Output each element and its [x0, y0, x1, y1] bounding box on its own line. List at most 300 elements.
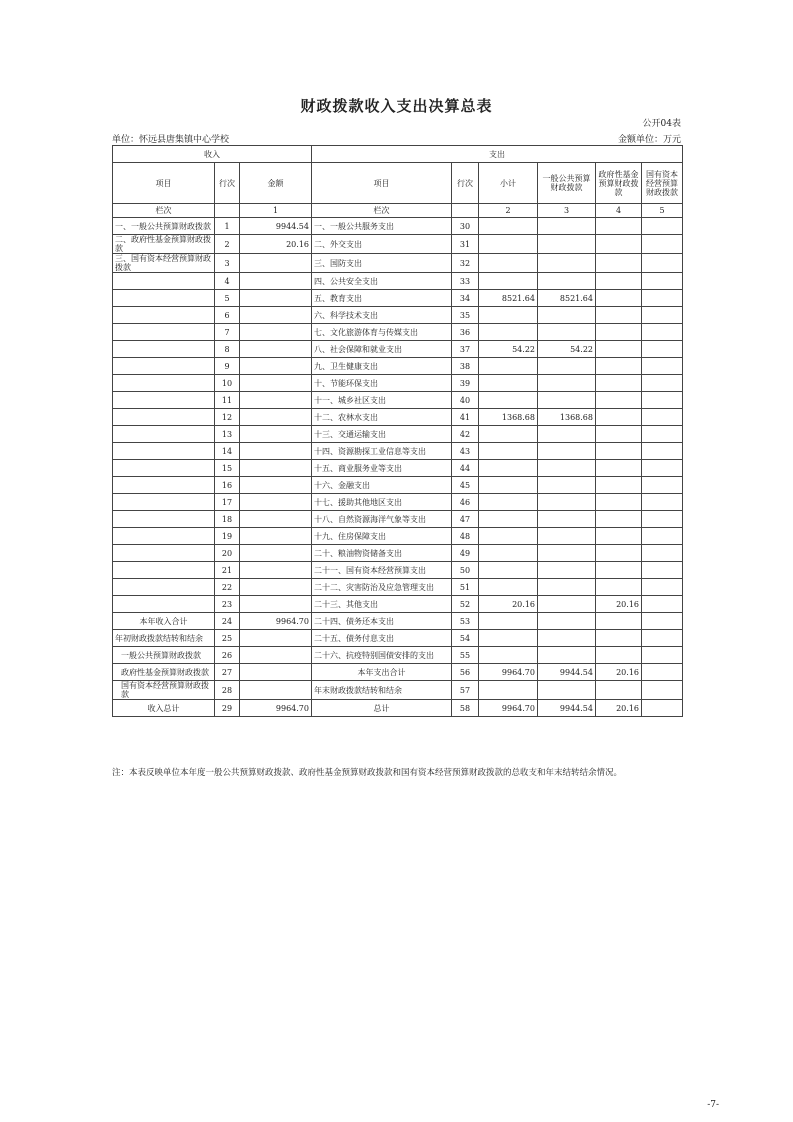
- state-capital-cell: [642, 324, 683, 341]
- gov-fund-cell: [596, 254, 642, 273]
- income-item-cell: [113, 511, 215, 528]
- subtotal-cell: [479, 443, 538, 460]
- table-row: [113, 307, 683, 324]
- income-amount-cell: [240, 392, 312, 409]
- expense-item-cell: 十九、住房保障支出: [312, 528, 452, 545]
- expense-item-cell: 五、教育支出: [312, 290, 452, 307]
- subtotal-cell: [479, 562, 538, 579]
- expense-item-cell: 九、卫生健康支出: [312, 358, 452, 375]
- state-capital-cell: [642, 681, 683, 700]
- income-amount-header: 金额: [240, 163, 312, 204]
- gov-fund-cell: 20.16: [596, 700, 642, 717]
- gov-fund-cell: [596, 218, 642, 235]
- expense-row-no-cell: 35: [452, 307, 479, 324]
- income-amount-cell: [240, 579, 312, 596]
- gov-fund-header: 政府性基金预算财政拨款: [596, 163, 642, 204]
- gov-fund-cell: [596, 443, 642, 460]
- table-row: [113, 218, 683, 235]
- income-row-no-cell: 15: [215, 460, 240, 477]
- income-item-cell: [113, 273, 215, 290]
- general-budget-cell: [538, 307, 596, 324]
- general-budget-cell: [538, 443, 596, 460]
- expense-item-cell: 十、节能环保支出: [312, 375, 452, 392]
- table-row: [113, 681, 683, 700]
- col-blank: [452, 204, 479, 218]
- unit-label: 单位：怀远县唐集镇中心学校: [112, 135, 230, 145]
- income-item-cell: 一般公共预算财政拨款: [113, 647, 215, 664]
- general-budget-header: 一般公共预算财政拨款: [538, 163, 596, 204]
- income-item-cell: [113, 392, 215, 409]
- gov-fund-cell: 20.16: [596, 664, 642, 681]
- expense-item-cell: 三、国防支出: [312, 254, 452, 273]
- subtotal-cell: [479, 235, 538, 254]
- expense-row-no-cell: 31: [452, 235, 479, 254]
- expense-row-no-cell: 53: [452, 613, 479, 630]
- table-row: [113, 579, 683, 596]
- income-item-cell: 收入总计: [113, 700, 215, 717]
- state-capital-cell: [642, 630, 683, 647]
- subtotal-cell: [479, 477, 538, 494]
- income-item-cell: 国有资本经营预算财政拨款: [113, 681, 215, 700]
- expense-item-cell: 六、科学技术支出: [312, 307, 452, 324]
- state-capital-cell: [642, 596, 683, 613]
- income-row-no-cell: 13: [215, 426, 240, 443]
- general-budget-cell: [538, 235, 596, 254]
- state-capital-cell: [642, 562, 683, 579]
- header-row-group: [113, 146, 683, 163]
- gov-fund-cell: [596, 494, 642, 511]
- subtotal-cell: [479, 460, 538, 477]
- expense-row-no-cell: 36: [452, 324, 479, 341]
- subtotal-cell: 9964.70: [479, 664, 538, 681]
- general-budget-cell: [538, 511, 596, 528]
- income-amount-cell: [240, 545, 312, 562]
- expense-item-cell: 年末财政拨款结转和结余: [312, 681, 452, 700]
- subtotal-cell: [479, 545, 538, 562]
- subtotal-cell: 8521.64: [479, 290, 538, 307]
- income-item-cell: [113, 460, 215, 477]
- col-label: 栏次: [113, 204, 215, 218]
- table-row: [113, 460, 683, 477]
- income-amount-cell: [240, 307, 312, 324]
- table-row: [113, 443, 683, 460]
- subtotal-cell: [479, 647, 538, 664]
- state-capital-cell: [642, 511, 683, 528]
- state-capital-cell: [642, 647, 683, 664]
- state-capital-cell: [642, 700, 683, 717]
- gov-fund-cell: [596, 426, 642, 443]
- gov-fund-cell: [596, 511, 642, 528]
- budget-table: [112, 145, 683, 717]
- income-amount-cell: [240, 528, 312, 545]
- table-row: [113, 630, 683, 647]
- table-row: [113, 613, 683, 630]
- header-row: [113, 163, 683, 204]
- income-row-no-cell: 10: [215, 375, 240, 392]
- expense-row-no-cell: 51: [452, 579, 479, 596]
- expense-item-cell: 十五、商业服务业等支出: [312, 460, 452, 477]
- income-item-cell: [113, 596, 215, 613]
- table-row: [113, 494, 683, 511]
- table-row: [113, 477, 683, 494]
- income-row-no-cell: 17: [215, 494, 240, 511]
- income-amount-cell: 9964.70: [240, 613, 312, 630]
- expense-row-no-cell: 43: [452, 443, 479, 460]
- gov-fund-cell: [596, 562, 642, 579]
- gov-fund-cell: [596, 613, 642, 630]
- expense-row-no-cell: 42: [452, 426, 479, 443]
- income-row-no-cell: 18: [215, 511, 240, 528]
- state-capital-cell: [642, 545, 683, 562]
- table-row: [113, 426, 683, 443]
- table-row: [113, 511, 683, 528]
- expense-row-no-cell: 54: [452, 630, 479, 647]
- general-budget-cell: [538, 562, 596, 579]
- expense-row-no-cell: 58: [452, 700, 479, 717]
- gov-fund-cell: [596, 341, 642, 358]
- table-row: [113, 647, 683, 664]
- state-capital-cell: [642, 426, 683, 443]
- income-amount-cell: [240, 290, 312, 307]
- expense-item-cell: 十六、金融支出: [312, 477, 452, 494]
- general-budget-cell: [538, 375, 596, 392]
- gov-fund-cell: [596, 358, 642, 375]
- gov-fund-cell: [596, 579, 642, 596]
- general-budget-cell: [538, 254, 596, 273]
- table-row: [113, 596, 683, 613]
- expense-item-cell: 二十五、债务付息支出: [312, 630, 452, 647]
- expense-item-cell: 二十一、国有资本经营预算支出: [312, 562, 452, 579]
- table-row: [113, 273, 683, 290]
- subtotal-cell: [479, 307, 538, 324]
- col-4: 4: [596, 204, 642, 218]
- table-row: [113, 235, 683, 254]
- gov-fund-cell: [596, 647, 642, 664]
- expense-row-no-cell: 44: [452, 460, 479, 477]
- general-budget-cell: [538, 579, 596, 596]
- subtotal-cell: [479, 392, 538, 409]
- general-budget-cell: 1368.68: [538, 409, 596, 426]
- expense-item-cell: 十四、资源勘探工业信息等支出: [312, 443, 452, 460]
- income-row-no-cell: 21: [215, 562, 240, 579]
- gov-fund-cell: [596, 545, 642, 562]
- gov-fund-cell: [596, 630, 642, 647]
- subtotal-cell: [479, 218, 538, 235]
- subtotal-cell: [479, 579, 538, 596]
- income-item-cell: 本年收入合计: [113, 613, 215, 630]
- expense-row-no-cell: 56: [452, 664, 479, 681]
- expense-item-cell: 二十、粮油物资储备支出: [312, 545, 452, 562]
- gov-fund-cell: [596, 681, 642, 700]
- income-amount-cell: [240, 460, 312, 477]
- income-item-cell: 三、国有资本经营预算财政拨款: [113, 254, 215, 273]
- income-item-cell: [113, 307, 215, 324]
- expense-header: 支出: [312, 146, 683, 163]
- income-row-no-cell: 28: [215, 681, 240, 700]
- income-header: 收入: [113, 146, 312, 163]
- table-row: [113, 409, 683, 426]
- gov-fund-cell: [596, 409, 642, 426]
- table-row: [113, 700, 683, 717]
- state-capital-cell: [642, 254, 683, 273]
- gov-fund-cell: [596, 477, 642, 494]
- expense-item-cell: 一、一般公共服务支出: [312, 218, 452, 235]
- general-budget-cell: 9944.54: [538, 700, 596, 717]
- income-item-cell: [113, 290, 215, 307]
- subtotal-cell: 54.22: [479, 341, 538, 358]
- general-budget-cell: [538, 218, 596, 235]
- state-capital-cell: [642, 409, 683, 426]
- gov-fund-cell: [596, 324, 642, 341]
- state-capital-cell: [642, 290, 683, 307]
- table-row: [113, 375, 683, 392]
- income-row-no-cell: 16: [215, 477, 240, 494]
- gov-fund-cell: [596, 273, 642, 290]
- income-row-no-cell: 11: [215, 392, 240, 409]
- gov-fund-cell: [596, 528, 642, 545]
- income-item-cell: [113, 562, 215, 579]
- income-amount-cell: [240, 375, 312, 392]
- subtotal-cell: [479, 273, 538, 290]
- expense-row-no-cell: 38: [452, 358, 479, 375]
- form-code: 公开04表: [642, 119, 681, 129]
- income-item-cell: [113, 358, 215, 375]
- income-item-cell: [113, 443, 215, 460]
- income-row-no-cell: 2: [215, 235, 240, 254]
- income-item-cell: 一、一般公共预算财政拨款: [113, 218, 215, 235]
- subtotal-cell: [479, 613, 538, 630]
- expense-row-no-cell: 48: [452, 528, 479, 545]
- general-budget-cell: [538, 681, 596, 700]
- subtotal-cell: 20.16: [479, 596, 538, 613]
- expense-row-no-cell: 37: [452, 341, 479, 358]
- state-capital-cell: [642, 235, 683, 254]
- gov-fund-cell: 20.16: [596, 596, 642, 613]
- gov-fund-cell: [596, 235, 642, 254]
- expense-row-no-cell: 46: [452, 494, 479, 511]
- table-row: [113, 290, 683, 307]
- state-capital-cell: [642, 528, 683, 545]
- expense-item-cell: 十三、交通运输支出: [312, 426, 452, 443]
- general-budget-cell: [538, 613, 596, 630]
- gov-fund-cell: [596, 375, 642, 392]
- income-amount-cell: [240, 647, 312, 664]
- income-item-header: 项目: [113, 163, 215, 204]
- state-capital-cell: [642, 218, 683, 235]
- income-row-no-cell: 7: [215, 324, 240, 341]
- income-amount-cell: [240, 511, 312, 528]
- income-item-cell: [113, 528, 215, 545]
- subtotal-cell: [479, 426, 538, 443]
- income-item-cell: [113, 426, 215, 443]
- general-budget-cell: 54.22: [538, 341, 596, 358]
- income-row-no-cell: 27: [215, 664, 240, 681]
- state-capital-cell: [642, 392, 683, 409]
- expense-item-cell: 八、社会保障和就业支出: [312, 341, 452, 358]
- subtotal-cell: [479, 358, 538, 375]
- state-capital-cell: [642, 613, 683, 630]
- expense-row-no-cell: 55: [452, 647, 479, 664]
- expense-item-cell: 七、文化旅游体育与传媒支出: [312, 324, 452, 341]
- state-capital-cell: [642, 375, 683, 392]
- state-capital-cell: [642, 341, 683, 358]
- general-budget-cell: [538, 392, 596, 409]
- subtotal-cell: [479, 494, 538, 511]
- income-item-cell: [113, 579, 215, 596]
- general-budget-cell: [538, 630, 596, 647]
- expense-row-no-cell: 57: [452, 681, 479, 700]
- expense-row-no-cell: 52: [452, 596, 479, 613]
- general-budget-cell: [538, 273, 596, 290]
- expense-row-no-cell: 32: [452, 254, 479, 273]
- income-item-cell: 年初财政拨款结转和结余: [113, 630, 215, 647]
- income-amount-cell: [240, 664, 312, 681]
- footnote: 注：本表反映单位本年度一般公共预算财政拨款、政府性基金预算财政拨款和国有资本经营预算财政拨款的总收支和年末结转结余情况。: [112, 768, 623, 778]
- state-capital-cell: [642, 307, 683, 324]
- general-budget-cell: [538, 494, 596, 511]
- general-budget-cell: [538, 545, 596, 562]
- table-row: [113, 254, 683, 273]
- income-amount-cell: [240, 358, 312, 375]
- gov-fund-cell: [596, 290, 642, 307]
- expense-item-cell: 二、外交支出: [312, 235, 452, 254]
- income-item-cell: [113, 341, 215, 358]
- subtotal-cell: [479, 681, 538, 700]
- income-amount-cell: [240, 254, 312, 273]
- income-amount-cell: [240, 477, 312, 494]
- subtotal-cell: [479, 528, 538, 545]
- income-item-cell: [113, 545, 215, 562]
- income-row-no-cell: 6: [215, 307, 240, 324]
- col-1: 1: [240, 204, 312, 218]
- page-number: -7-: [707, 1100, 719, 1110]
- income-item-cell: [113, 494, 215, 511]
- income-row-no-cell: 3: [215, 254, 240, 273]
- expense-item-cell: 总计: [312, 700, 452, 717]
- income-row-no-cell: 23: [215, 596, 240, 613]
- general-budget-cell: [538, 460, 596, 477]
- expense-item-cell: 二十四、债务还本支出: [312, 613, 452, 630]
- gov-fund-cell: [596, 460, 642, 477]
- expense-row-no-cell: 39: [452, 375, 479, 392]
- income-amount-cell: [240, 630, 312, 647]
- state-capital-cell: [642, 579, 683, 596]
- expense-row-no-cell: 40: [452, 392, 479, 409]
- col-5: 5: [642, 204, 683, 218]
- subtotal-cell: [479, 375, 538, 392]
- general-budget-cell: [538, 324, 596, 341]
- state-capital-cell: [642, 273, 683, 290]
- col-exp-label: 栏次: [312, 204, 452, 218]
- income-item-cell: 政府性基金预算财政拨款: [113, 664, 215, 681]
- subtotal-cell: [479, 630, 538, 647]
- income-amount-cell: [240, 562, 312, 579]
- income-amount-cell: [240, 596, 312, 613]
- income-item-cell: [113, 324, 215, 341]
- income-row-no-cell: 8: [215, 341, 240, 358]
- expense-item-cell: 十二、农林水支出: [312, 409, 452, 426]
- income-amount-cell: [240, 426, 312, 443]
- table-row: [113, 358, 683, 375]
- income-row-no-cell: 26: [215, 647, 240, 664]
- income-item-cell: [113, 477, 215, 494]
- state-capital-cell: [642, 460, 683, 477]
- expense-item-header: 项目: [312, 163, 452, 204]
- income-amount-cell: 9964.70: [240, 700, 312, 717]
- income-row-no-cell: 9: [215, 358, 240, 375]
- general-budget-cell: [538, 358, 596, 375]
- table-row: [113, 545, 683, 562]
- income-amount-cell: [240, 681, 312, 700]
- gov-fund-cell: [596, 392, 642, 409]
- income-amount-cell: [240, 324, 312, 341]
- expense-row-no-cell: 30: [452, 218, 479, 235]
- expense-item-cell: 十八、自然资源海洋气象等支出: [312, 511, 452, 528]
- income-row-no-cell: 29: [215, 700, 240, 717]
- expense-row-no-cell: 50: [452, 562, 479, 579]
- income-amount-cell: [240, 494, 312, 511]
- expense-item-cell: 四、公共安全支出: [312, 273, 452, 290]
- income-amount-cell: [240, 341, 312, 358]
- col-2: 2: [479, 204, 538, 218]
- page-title: 财政拨款收入支出决算总表: [300, 97, 493, 115]
- general-budget-cell: [538, 477, 596, 494]
- general-budget-cell: 8521.64: [538, 290, 596, 307]
- general-budget-cell: [538, 426, 596, 443]
- column-number-row: [113, 204, 683, 218]
- state-capital-cell: [642, 443, 683, 460]
- income-amount-cell: [240, 273, 312, 290]
- income-item-cell: [113, 375, 215, 392]
- expense-row-no-cell: 34: [452, 290, 479, 307]
- state-capital-cell: [642, 358, 683, 375]
- income-amount-cell: 20.16: [240, 235, 312, 254]
- general-budget-cell: [538, 647, 596, 664]
- amount-unit: 金额单位：万元: [617, 135, 681, 145]
- subtotal-header: 小计: [479, 163, 538, 204]
- table-row: [113, 562, 683, 579]
- state-capital-header: 国有资本经营预算财政拨款: [642, 163, 683, 204]
- general-budget-cell: [538, 596, 596, 613]
- income-row-no-cell: 20: [215, 545, 240, 562]
- income-amount-cell: [240, 409, 312, 426]
- general-budget-cell: [538, 528, 596, 545]
- income-row-no-cell: 14: [215, 443, 240, 460]
- subtotal-cell: 1368.68: [479, 409, 538, 426]
- expense-row-no-cell: 45: [452, 477, 479, 494]
- expense-item-cell: 二十三、其他支出: [312, 596, 452, 613]
- col-blank: [215, 204, 240, 218]
- col-3: 3: [538, 204, 596, 218]
- expense-row-no-cell: 41: [452, 409, 479, 426]
- income-row-no-cell: 12: [215, 409, 240, 426]
- state-capital-cell: [642, 494, 683, 511]
- income-row-no-cell: 4: [215, 273, 240, 290]
- income-row-no-cell: 19: [215, 528, 240, 545]
- subtotal-cell: [479, 511, 538, 528]
- table-row: [113, 528, 683, 545]
- expense-row-no-header: 行次: [452, 163, 479, 204]
- table-row: [113, 324, 683, 341]
- subtotal-cell: [479, 254, 538, 273]
- income-row-no-header: 行次: [215, 163, 240, 204]
- subtotal-cell: [479, 324, 538, 341]
- general-budget-cell: 9944.54: [538, 664, 596, 681]
- expense-item-cell: 十一、城乡社区支出: [312, 392, 452, 409]
- gov-fund-cell: [596, 307, 642, 324]
- expense-item-cell: 十七、援助其他地区支出: [312, 494, 452, 511]
- table-row: [113, 664, 683, 681]
